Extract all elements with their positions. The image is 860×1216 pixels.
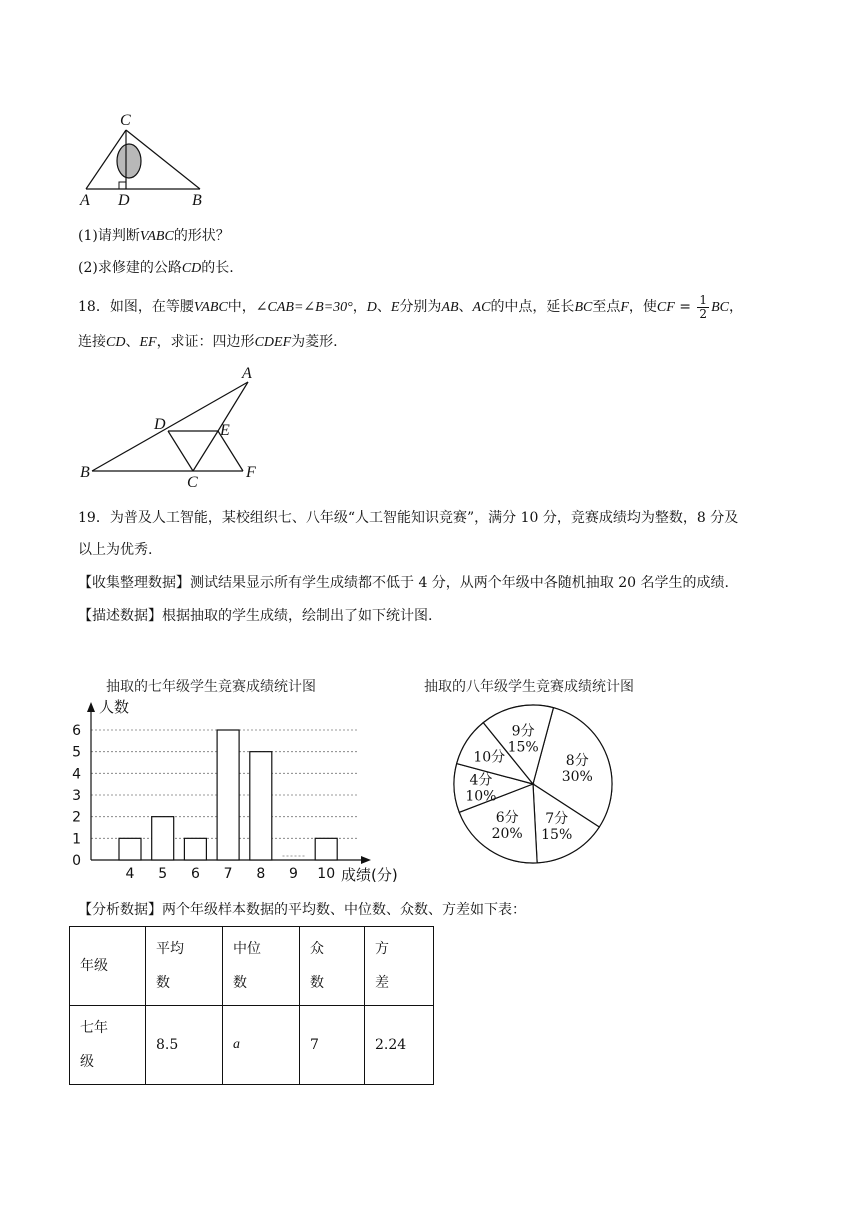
y-tick-label: 6 bbox=[72, 723, 81, 739]
table-header-cell: 方 差 bbox=[365, 927, 434, 1006]
x-tick-label: 8 bbox=[256, 866, 266, 882]
q18-line2: 连接CD、EF，求证：四边形CDEF为菱形. bbox=[78, 334, 338, 350]
x-tick-label: 6 bbox=[190, 866, 200, 882]
label-A: A bbox=[242, 365, 252, 382]
q19-describe: 【描述数据】根据抽取的学生成绩，绘制出了如下统计图. bbox=[78, 608, 433, 624]
bar-chart bbox=[60, 696, 420, 886]
y-tick-label: 5 bbox=[72, 744, 81, 761]
stats-table bbox=[69, 926, 434, 1085]
label-F: F bbox=[246, 464, 256, 481]
label-B: B bbox=[192, 192, 202, 209]
label-D: D bbox=[154, 416, 166, 433]
y-axis-label: 人数 bbox=[99, 698, 130, 716]
table-header-cell: 众 数 bbox=[300, 927, 365, 1006]
label-B: B bbox=[80, 464, 90, 481]
q17-part1: (1)请判断VABC的形状？ bbox=[78, 228, 230, 244]
x-tick-label: 7 bbox=[223, 866, 233, 882]
table-cell: a bbox=[223, 1006, 300, 1085]
label-A: A bbox=[80, 192, 90, 209]
bar-chart-title: 抽取的七年级学生竞赛成绩统计图 bbox=[106, 679, 316, 695]
y-tick-label: 4 bbox=[72, 766, 81, 783]
pie-slice-percent: 30% bbox=[561, 769, 593, 786]
x-tick-label: 4 bbox=[125, 866, 135, 882]
table-cell: 2.24 bbox=[365, 1006, 434, 1085]
pie-slice-percent: 20% bbox=[491, 825, 523, 842]
q18-line1: 18．如图，在等腰VABC中，∠CAB=∠B=30°，D、E分别为AB、AC的中点，延长BC至点F，使CF = $\frac{1}{2}$ BC， bbox=[78, 292, 743, 321]
table-header-cell: 年级 bbox=[70, 927, 146, 1006]
pie-slice-percent: 10% bbox=[465, 788, 497, 805]
x-tick-label: 9 bbox=[289, 866, 298, 882]
figure-18 bbox=[70, 365, 280, 490]
bar bbox=[217, 730, 239, 860]
pie-chart bbox=[440, 696, 630, 876]
y-tick-label: 0 bbox=[72, 853, 81, 869]
y-tick-label: 1 bbox=[72, 831, 81, 848]
bar bbox=[119, 838, 141, 860]
table-header-cell: 平均 数 bbox=[146, 927, 223, 1006]
table-cell: 七年 级 bbox=[70, 1006, 146, 1085]
bar bbox=[315, 838, 337, 860]
bar bbox=[184, 838, 206, 860]
y-tick-label: 2 bbox=[72, 809, 81, 826]
table-cell: 8.5 bbox=[146, 1006, 223, 1085]
pie-slice-label: 7分 bbox=[545, 811, 569, 828]
bar bbox=[152, 817, 174, 860]
y-axis-arrow bbox=[87, 702, 95, 712]
x-axis-label: 成绩(分) bbox=[341, 866, 398, 884]
pie-slice-label: 4分 bbox=[469, 772, 493, 789]
x-tick-label: 10 bbox=[317, 866, 336, 882]
figure-17 bbox=[70, 110, 220, 210]
label-E: E bbox=[220, 422, 230, 439]
pie-slice-label: 8分 bbox=[565, 753, 589, 770]
table-cell: 7 bbox=[300, 1006, 365, 1085]
x-axis-arrow bbox=[361, 856, 371, 864]
pie-slice-percent: 15% bbox=[507, 739, 539, 756]
table-row bbox=[70, 1006, 434, 1085]
q17-part2: (2)求修建的公路CD的长. bbox=[78, 260, 234, 276]
y-tick-label: 3 bbox=[72, 788, 81, 804]
pie-slice-label: 9分 bbox=[511, 723, 535, 740]
pie-slice-label: 10分 bbox=[473, 749, 506, 766]
fraction-one-half: $\frac{1}{2}$ bbox=[699, 292, 708, 321]
q19-line2: 以上为优秀. bbox=[78, 542, 153, 558]
q19-collect: 【收集整理数据】测试结果显示所有学生成绩都不低于 4 分，从两个年级中各随机抽取 20 名学生的成绩. bbox=[78, 575, 729, 591]
table-header-cell: 中位 数 bbox=[223, 927, 300, 1006]
pie-chart-title: 抽取的八年级学生竞赛成绩统计图 bbox=[424, 679, 634, 695]
label-C: C bbox=[187, 474, 198, 490]
pie-slice-percent: 15% bbox=[541, 827, 573, 844]
label-C: C bbox=[120, 112, 131, 129]
q19-line1: 19．为普及人工智能，某校组织七、八年级“人工智能知识竞赛”，满分 10 分，竞赛成绩均为整数，8 分及 bbox=[78, 510, 739, 526]
x-tick-label: 5 bbox=[158, 866, 168, 882]
pie-slice-label: 6分 bbox=[495, 809, 519, 826]
q19-analyze: 【分析数据】两个年级样本数据的平均数、中位数、众数、方差如下表： bbox=[78, 902, 526, 918]
table-header-row bbox=[70, 927, 434, 1006]
bar bbox=[250, 752, 272, 860]
label-D: D bbox=[118, 192, 130, 209]
